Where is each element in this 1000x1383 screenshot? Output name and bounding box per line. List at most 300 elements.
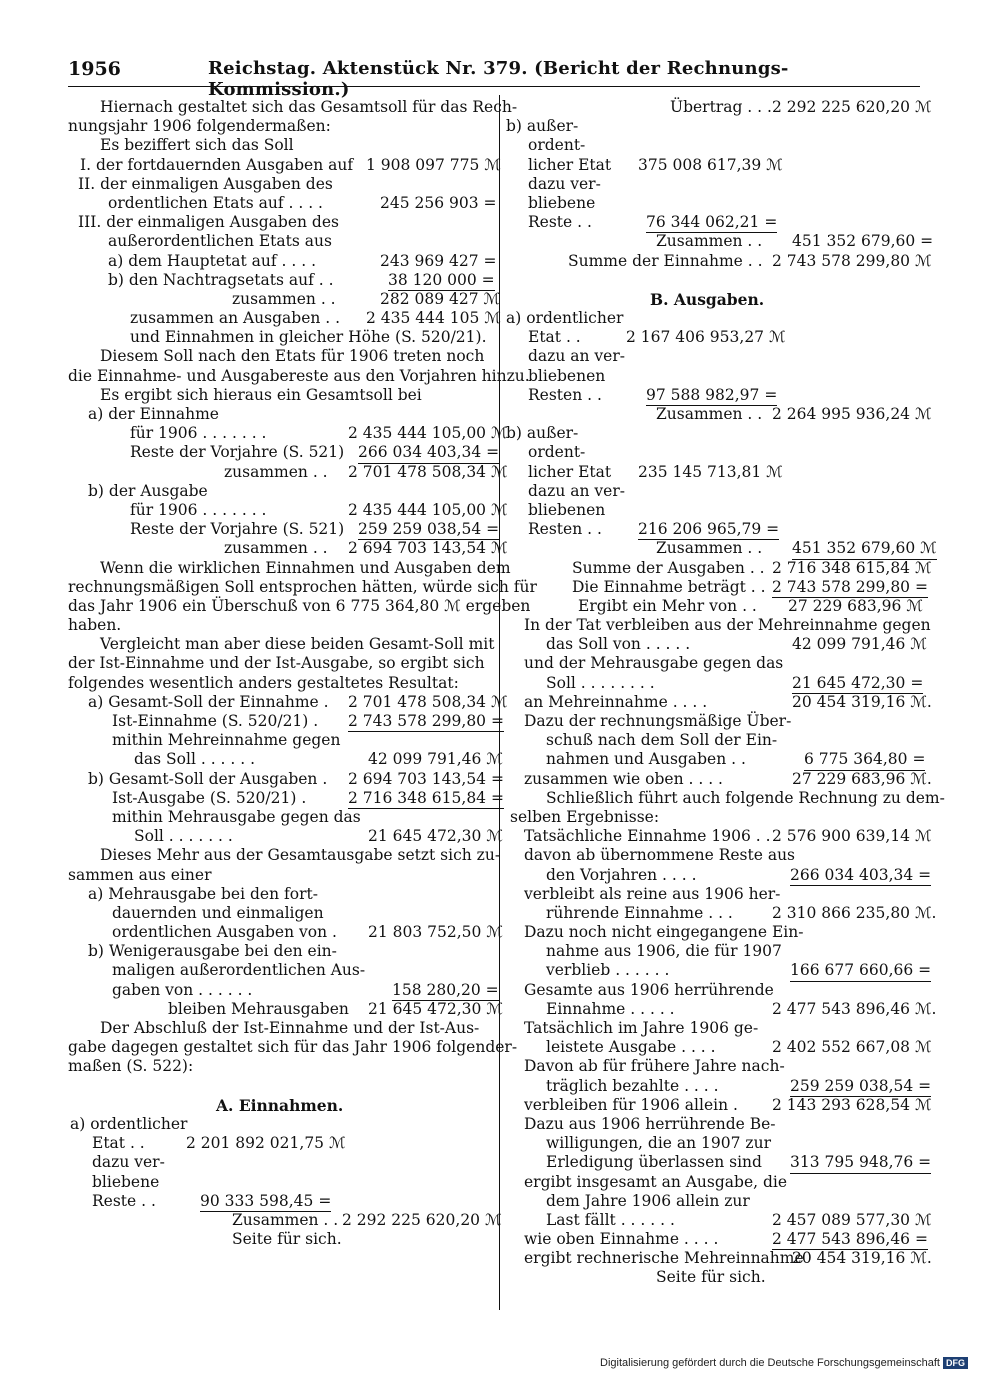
line-text: a) Gesamt-Soll der Einnahme . <box>88 692 329 711</box>
line-text: a) der Einnahme <box>88 405 219 423</box>
text-line <box>68 596 531 616</box>
amount-value: 216 206 965,79 = <box>638 520 779 540</box>
text-line <box>68 750 503 769</box>
page-header <box>68 58 920 100</box>
text-line <box>68 885 488 904</box>
line-text: die Einnahme- und Ausgabereste aus den Vorjahren hinzu. <box>68 366 530 385</box>
text-line <box>510 156 920 175</box>
amount-value: 245 256 903 = <box>380 193 497 212</box>
text-line <box>68 731 488 750</box>
line-text: licher Etat <box>528 462 612 481</box>
amount-value: 2 743 578 299,80 = <box>348 712 504 732</box>
text-line <box>68 175 488 194</box>
line-text: und der Mehrausgabe gegen das <box>524 654 784 673</box>
amount-value: 2 457 089 577,30 ℳ <box>772 1210 932 1229</box>
line-text: Seite für sich. <box>232 1230 342 1249</box>
line-text: selben Ergebnisse: <box>510 807 660 826</box>
text-line <box>68 654 488 673</box>
amount-value: 243 969 427 = <box>380 251 497 270</box>
amount-value: 282 089 427 ℳ <box>380 289 501 308</box>
line-text: zusammen an Ausgaben . . <box>130 309 341 328</box>
amount-value: 2 435 444 105 ℳ <box>366 309 501 328</box>
text-line <box>510 923 920 942</box>
text-line <box>510 788 945 808</box>
text-line <box>68 827 503 846</box>
text-line <box>510 136 920 155</box>
line-text: a) Mehrausgabe bei den fort- <box>88 884 318 903</box>
line-text: Etat . . <box>92 1134 145 1153</box>
text-line <box>510 712 920 731</box>
text-line <box>68 1134 488 1153</box>
line-text: ergibt rechnerische Mehreinnahme <box>524 1249 804 1268</box>
line-text: das Soll . . . . . . <box>134 750 256 769</box>
line-text: b) den Nachtragsetats auf . . <box>108 270 334 289</box>
amount-value: 2 701 478 508,34 ℳ <box>348 692 508 711</box>
line-text: Summe der Einnahme . . <box>568 251 763 270</box>
right-column <box>506 98 945 1288</box>
line-text: maßen (S. 522): <box>68 1057 194 1076</box>
text-line <box>510 846 920 865</box>
amount-value: 266 034 403,34 = <box>358 443 499 463</box>
line-text: Diesem Soll nach den Etats für 1906 treten noch <box>100 347 485 366</box>
line-text: an Mehreinnahme . . . . <box>524 692 708 711</box>
text-line <box>510 885 920 904</box>
line-text: dauernden und einmaligen <box>112 903 324 922</box>
amount-value: 375 008 617,39 ℳ <box>638 155 783 174</box>
amount-value: 158 280,20 = <box>392 981 499 1001</box>
amount-value: 2 292 225 620,20 ℳ <box>772 98 932 116</box>
line-text: dazu an ver- <box>528 481 625 500</box>
dfg-logo-icon: DFG <box>943 1357 968 1369</box>
amount-value: 2 743 578 299,80 = <box>772 578 928 598</box>
line-text: b) der Ausgabe <box>88 481 208 500</box>
text-line <box>68 1096 488 1115</box>
amount-value: 451 352 679,60 = <box>792 232 934 251</box>
text-line <box>510 1249 932 1268</box>
text-line <box>68 386 488 405</box>
text-line <box>68 366 530 386</box>
text-line <box>510 1057 920 1076</box>
text-line <box>68 674 488 693</box>
amount-value: 21 803 752,50 ℳ <box>368 923 503 942</box>
text-line <box>510 386 920 405</box>
line-text: Zusammen . . <box>656 539 763 558</box>
text-line <box>510 750 926 769</box>
line-text: Last fällt . . . . . . <box>546 1210 675 1229</box>
line-text: Davon ab für frühere Jahre nach- <box>524 1057 785 1076</box>
text-line <box>510 271 920 290</box>
line-text: Zusammen . . <box>656 232 763 251</box>
line-text: Erledigung überlassen sind <box>546 1153 762 1172</box>
line-text: davon ab übernommene Reste aus <box>524 846 796 865</box>
text-line <box>510 251 932 271</box>
line-text: Soll . . . . . . . . <box>546 673 655 692</box>
text-line <box>510 1095 932 1115</box>
text-line <box>68 424 508 443</box>
text-line <box>68 289 501 309</box>
text-line <box>68 213 488 232</box>
text-line <box>506 117 920 136</box>
line-text: ordentlichen Ausgaben von . <box>112 923 337 942</box>
section-heading: A. Einnahmen. <box>216 1095 344 1115</box>
line-text: leistete Ausgabe . . . . <box>546 1038 716 1057</box>
amount-value: 21 645 472,30 ℳ <box>368 827 503 846</box>
line-text: dem Jahre 1906 allein zur <box>546 1191 750 1210</box>
line-text: das Jahr 1906 ein Überschuß von 6 775 364,80 ℳ ergeben <box>68 596 531 615</box>
text-line <box>68 635 495 654</box>
line-text: mithin Mehreinnahme gegen <box>112 731 341 750</box>
page-number: 1956 <box>68 58 121 80</box>
amount-value: 21 645 472,30 = <box>792 674 923 694</box>
amount-value: 2 292 225 620,20 ℳ <box>342 1210 502 1229</box>
text-line <box>68 980 499 1000</box>
text-line <box>68 462 508 482</box>
text-line <box>510 1115 920 1134</box>
text-line <box>68 155 501 175</box>
line-text: bliebene <box>528 193 596 212</box>
line-text: ordent- <box>528 443 586 462</box>
line-text: maligen außerordentlichen Aus- <box>112 961 366 980</box>
line-text: b) Wenigerausgabe bei den ein- <box>88 942 337 961</box>
line-text: zusammen . . <box>224 539 328 558</box>
text-line <box>68 904 488 923</box>
line-text: a) ordentlicher <box>506 309 624 328</box>
amount-value: 259 259 038,54 = <box>790 1077 931 1097</box>
line-text: Es beziffert sich das Soll <box>100 136 294 155</box>
text-line <box>506 309 920 328</box>
line-text: Ergibt ein Mehr von . . <box>578 596 757 615</box>
text-line <box>510 903 937 923</box>
line-text: Reste der Vorjahre (S. 521) <box>130 520 345 539</box>
text-line <box>510 616 931 635</box>
text-line <box>68 500 508 520</box>
text-line <box>68 961 488 980</box>
text-line <box>68 193 497 213</box>
amount-value: 451 352 679,60 ℳ <box>792 539 937 559</box>
line-text: nahme aus 1906, die für 1907 <box>546 942 782 961</box>
text-line <box>68 558 511 578</box>
text-line <box>510 577 928 597</box>
text-line <box>68 482 488 501</box>
text-line <box>68 443 500 462</box>
line-text: a) ordentlicher <box>70 1114 188 1133</box>
text-line <box>68 136 488 155</box>
line-text: Etat . . <box>528 328 581 347</box>
text-line <box>510 827 932 846</box>
text-line <box>510 1173 920 1192</box>
text-line <box>510 1192 920 1211</box>
text-line <box>68 328 488 347</box>
line-text: licher Etat <box>528 155 612 174</box>
line-text: b) außer- <box>506 424 579 443</box>
text-line <box>510 596 923 616</box>
line-text: bleiben Mehrausgaben <box>168 999 349 1018</box>
amount-value: 2 201 892 021,75 ℳ <box>186 1134 346 1153</box>
amount-value: 20 454 319,16 ℳ. <box>792 1249 932 1268</box>
section-heading: B. Ausgaben. <box>650 289 765 309</box>
line-text: Vergleicht man aber diese beiden Gesamt-Soll mit <box>100 635 495 654</box>
amount-value: 166 677 660,66 = <box>790 961 931 981</box>
text-line <box>510 558 932 578</box>
amount-value: 20 454 319,16 ℳ. <box>792 692 932 711</box>
line-text: Gesamte aus 1906 herrührende <box>524 980 774 999</box>
amount-value: 42 099 791,46 ℳ <box>368 750 503 769</box>
line-text: außerordentlichen Etats aus <box>108 232 332 251</box>
text-line <box>510 961 932 980</box>
amount-value: 2 694 703 143,54 ℳ <box>348 539 508 558</box>
amount-value: 2 264 995 936,24 ℳ <box>772 405 932 423</box>
line-text: Der Abschluß der Ist-Einnahme und der Ist-Aus- <box>100 1019 480 1037</box>
line-text: zusammen . . <box>232 289 336 308</box>
text-line <box>510 1230 928 1249</box>
line-text: Soll . . . . . . . <box>134 827 233 846</box>
line-text: Zusammen . . <box>656 405 763 423</box>
line-text: Resten . . <box>528 385 602 404</box>
line-text: nahmen und Ausgaben . . <box>546 750 746 769</box>
line-text: b) Gesamt-Soll der Ausgaben . <box>88 769 328 788</box>
line-text: Einnahme . . . . . <box>546 999 675 1018</box>
text-line <box>510 405 932 424</box>
line-text: verbleibt als reine aus 1906 her- <box>524 884 781 903</box>
line-text: bliebenen <box>528 500 606 519</box>
text-line <box>68 251 497 271</box>
line-text: mithin Mehrausgabe gegen das <box>112 807 361 826</box>
text-line <box>68 347 488 366</box>
line-text: Wenn die wirklichen Einnahmen und Ausgaben dem <box>100 558 511 577</box>
text-line <box>510 367 920 386</box>
line-text: rührende Einnahme . . . <box>546 903 733 922</box>
line-text: gabe dagegen gestaltet sich für das Jahr 1906 folgender- <box>68 1038 518 1057</box>
line-text: bliebene <box>92 1172 160 1191</box>
line-text: das Soll von . . . . . <box>546 635 691 654</box>
text-line <box>68 866 488 885</box>
text-line <box>68 923 503 942</box>
text-line <box>68 1019 488 1038</box>
amount-value: 2 477 543 896,46 = <box>772 1230 928 1250</box>
amount-value: 2 701 478 508,34 ℳ <box>348 462 508 481</box>
line-text: Übertrag . . . <box>670 98 772 116</box>
text-line <box>510 328 920 347</box>
amount-value: 2 435 444 105,00 ℳ <box>348 500 508 519</box>
footer-credit <box>600 1357 968 1369</box>
line-text: Seite für sich. <box>656 1268 766 1287</box>
line-text: Dazu der rechnungsmäßige Über- <box>524 712 792 730</box>
line-text: zusammen wie oben . . . . <box>524 769 723 788</box>
page-title: Reichstag. Aktenstück Nr. 379. (Bericht der Rechnungs-Kommission.) <box>208 58 789 100</box>
line-text: und Einnahmen in gleicher Höhe (S. 520/21). <box>130 328 487 347</box>
line-text: In der Tat verbleiben aus der Mehreinnahme gegen <box>524 616 931 635</box>
amount-value: 90 333 598,45 = <box>200 1192 331 1212</box>
text-line <box>506 424 920 443</box>
line-text: Dazu noch nicht eingegangene Ein- <box>524 923 804 942</box>
amount-value: 235 145 713,81 ℳ <box>638 462 783 481</box>
text-line <box>510 1038 932 1057</box>
amount-value: 2 716 348 615,84 ℳ <box>772 558 932 577</box>
amount-value: 2 310 866 235,80 ℳ. <box>772 903 937 922</box>
amount-value: 6 775 364,80 = <box>804 750 925 770</box>
text-line <box>510 213 920 232</box>
line-text: verblieb . . . . . . <box>546 961 670 980</box>
text-line <box>510 981 920 1000</box>
text-line <box>510 654 920 673</box>
text-line <box>68 405 488 424</box>
line-text: Reste . . <box>92 1191 156 1210</box>
amount-value: 2 743 578 299,80 ℳ <box>772 251 932 270</box>
amount-value: 42 099 791,46 ℳ <box>792 635 927 654</box>
line-text: für 1906 . . . . . . . <box>130 500 267 519</box>
text-line <box>510 692 932 712</box>
text-line <box>68 1192 488 1211</box>
text-line <box>510 520 920 539</box>
text-line <box>68 1153 488 1172</box>
line-text: sammen aus einer <box>68 865 212 884</box>
text-line <box>68 808 488 827</box>
text-line <box>510 194 920 213</box>
text-line <box>68 712 504 731</box>
credit-text: Digitalisierung gefördert durch die Deutsche Forschungsgemeinschaft <box>600 1357 940 1369</box>
line-text: Summe der Ausgaben . . <box>572 558 765 577</box>
line-text: Hiernach gestaltet sich das Gesamtsoll für das Rech- <box>100 98 518 116</box>
text-line <box>68 846 501 865</box>
text-line <box>510 1019 920 1038</box>
text-line <box>68 539 508 558</box>
text-line <box>510 1153 932 1172</box>
amount-value: 313 795 948,76 = <box>790 1153 931 1173</box>
line-text: Dazu aus 1906 herrührende Be- <box>524 1114 776 1133</box>
text-line <box>510 769 932 789</box>
amount-value: 97 588 982,97 = <box>646 386 777 406</box>
text-line <box>510 808 920 827</box>
text-line <box>68 1173 488 1192</box>
text-line <box>68 98 518 117</box>
line-text: träglich bezahlte . . . . <box>546 1076 719 1095</box>
amount-value: 38 120 000 = <box>388 271 495 291</box>
line-text: nungsjahr 1906 folgendermaßen: <box>68 117 331 136</box>
line-text: bliebenen <box>528 366 606 385</box>
text-line <box>510 463 920 482</box>
line-text: zusammen . . <box>224 462 328 481</box>
line-text: I. der fortdauernden Ausgaben auf <box>80 155 354 174</box>
line-text: II. der einmaligen Ausgaben des <box>78 174 333 193</box>
line-text: Ist-Ausgabe (S. 520/21) . <box>112 788 307 807</box>
line-text: Tatsächliche Einnahme 1906 . . <box>524 827 771 846</box>
text-line <box>68 788 504 808</box>
line-text: Die Einnahme beträgt . . <box>572 577 766 596</box>
text-line <box>510 232 934 251</box>
text-line <box>68 520 500 539</box>
text-line <box>510 1210 932 1230</box>
header-rule <box>68 86 920 87</box>
text-line <box>68 769 504 789</box>
line-text: b) außer- <box>506 117 579 136</box>
amount-value: 27 229 683,96 ℳ <box>788 596 923 615</box>
text-line <box>68 942 488 961</box>
text-line <box>68 577 537 597</box>
text-line <box>68 616 488 635</box>
line-text: der Ist-Einnahme und der Ist-Ausgabe, so ergibt sich <box>68 654 485 673</box>
line-text: Es ergibt sich hieraus ein Gesamtsoll bei <box>100 385 422 404</box>
left-column <box>68 98 537 1249</box>
text-line <box>510 290 920 309</box>
line-text: wie oben Einnahme . . . . <box>524 1230 719 1249</box>
line-text: dazu ver- <box>92 1153 165 1172</box>
amount-value: 1 908 097 775 ℳ <box>366 155 501 174</box>
line-text: verbleiben für 1906 allein . <box>524 1095 738 1114</box>
amount-value: 266 034 403,34 = <box>790 866 931 886</box>
line-text: ordentlichen Etats auf . . . . <box>108 193 323 212</box>
line-text: Reste der Vorjahre (S. 521) <box>130 443 345 462</box>
text-line <box>68 692 508 712</box>
text-line <box>68 270 495 290</box>
text-line <box>510 501 920 520</box>
amount-value: 2 477 543 896,46 ℳ. <box>772 999 937 1018</box>
amount-value: 259 259 038,54 = <box>358 520 499 540</box>
amount-value: 2 143 293 628,54 ℳ <box>772 1095 932 1114</box>
line-text: Ist-Einnahme (S. 520/21) . <box>112 712 319 730</box>
line-text: für 1906 . . . . . . . <box>130 424 267 443</box>
line-text: Zusammen . . <box>232 1210 339 1229</box>
line-text: Reste . . <box>528 213 592 232</box>
amount-value: 2 435 444 105,00 ℳ <box>348 424 508 443</box>
text-line <box>68 1230 488 1249</box>
text-line <box>510 635 927 654</box>
text-line <box>510 1076 932 1096</box>
line-text: III. der einmaligen Ausgaben des <box>78 213 339 232</box>
line-text: Dieses Mehr aus der Gesamtausgabe setzt sich zu- <box>100 846 501 865</box>
amount-value: 27 229 683,96 ℳ. <box>792 769 932 788</box>
line-text: den Vorjahren . . . . <box>546 865 697 884</box>
line-text: Schließlich führt auch folgende Rechnung zu dem- <box>546 788 945 807</box>
text-line <box>510 98 932 117</box>
text-line <box>68 1210 502 1230</box>
amount-value: 2 167 406 953,27 ℳ <box>626 328 786 347</box>
amount-value: 76 344 062,21 = <box>646 213 777 233</box>
line-text: folgendes wesentlich anders gestaltetes Resultat: <box>68 673 459 692</box>
text-line <box>68 1077 488 1096</box>
text-line <box>68 309 501 328</box>
amount-value: 2 576 900 639,14 ℳ <box>772 827 932 846</box>
text-line <box>510 347 920 366</box>
amount-value: 2 716 348 615,84 = <box>348 789 504 809</box>
line-text: Resten . . <box>528 520 602 539</box>
amount-value: 21 645 472,30 ℳ <box>368 999 503 1018</box>
amount-value: 2 694 703 143,54 = <box>348 769 504 788</box>
amount-value: 2 402 552 667,08 ℳ <box>772 1038 932 1057</box>
text-line <box>510 443 920 462</box>
text-line <box>68 1115 488 1134</box>
text-line <box>510 539 937 558</box>
line-text: a) dem Hauptetat auf . . . . <box>108 251 317 270</box>
line-text: willigungen, die an 1907 zur <box>546 1134 771 1153</box>
line-text: ordent- <box>528 136 586 155</box>
text-line <box>510 731 920 750</box>
text-line <box>510 482 920 501</box>
line-text: gaben von . . . . . . <box>112 980 253 999</box>
text-line <box>510 999 937 1019</box>
line-text: haben. <box>68 616 122 635</box>
line-text: Tatsächlich im Jahre 1906 ge- <box>524 1019 759 1037</box>
text-line <box>68 999 503 1019</box>
text-line <box>68 232 488 251</box>
text-line <box>68 1038 518 1057</box>
line-text: dazu ver- <box>528 174 601 193</box>
text-line <box>510 1134 920 1153</box>
text-line <box>510 1268 920 1287</box>
line-text: rechnungsmäßigen Soll entsprochen hätten, würde sich für <box>68 577 537 596</box>
text-line <box>510 865 932 885</box>
text-line <box>510 673 924 693</box>
line-text: ergibt insgesamt an Ausgabe, die <box>524 1172 788 1191</box>
